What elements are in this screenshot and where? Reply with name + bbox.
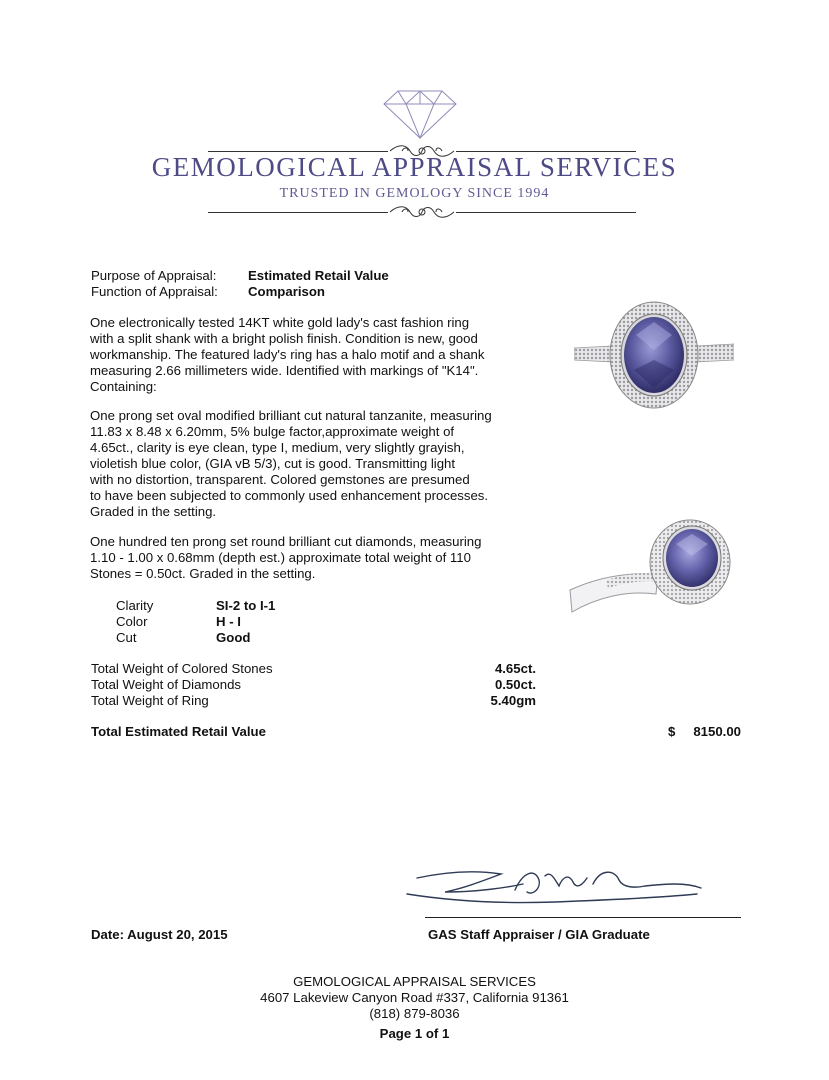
function-label: Function of Appraisal:: [91, 284, 218, 299]
brand-subtitle: TRUSTED IN GEMOLOGY SINCE 1994: [279, 186, 550, 201]
cut-value: Good: [216, 630, 251, 645]
ring-description: One electronically tested 14KT white gold lady's cast fashion ring with a split shank with a bright polish finish. Condition is new, good workmanship. The featured lady's ring has a halo motif and a shank measuring 2.66 millimeters wide. Identified with markings of "K14". Containing:: [90, 315, 485, 394]
color-value: H - I: [216, 614, 241, 629]
signature-image: [405, 858, 705, 918]
ring-side-view-image: [566, 516, 742, 616]
ring-weight-label: Total Weight of Ring: [91, 693, 209, 708]
diamond-logo-icon: [380, 88, 460, 140]
footer-address: 4607 Lakeview Canyon Road #337, California 91361: [260, 990, 569, 1005]
ring-top-view-image: [574, 300, 734, 410]
header-rule-bottom-right: [456, 212, 636, 213]
tanzanite-description: One prong set oval modified brilliant cut natural tanzanite, measuring 11.83 x 8.48 x 6.20mm, 5% bulge factor,approximate weight of 4.65ct., clarity is eye clean, type I, medium, very slightly grayish, violetish blue color, (GIA vB 5/3), cut is good. Transmitting light with no distortion, transparent. Colored gemstones are presumed to have been subjected to commonly used enhancement processes. Graded in the setting.: [90, 408, 492, 519]
purpose-label: Purpose of Appraisal:: [91, 268, 217, 283]
currency-symbol: $: [668, 724, 676, 739]
page-number: Page 1 of 1: [379, 1026, 450, 1041]
diamonds-weight-value: 0.50ct.: [494, 677, 536, 692]
function-value: Comparison: [248, 284, 325, 299]
color-label: Color: [116, 614, 148, 629]
purpose-value: Estimated Retail Value: [248, 268, 389, 283]
cut-label: Cut: [116, 630, 137, 645]
colored-stones-weight-label: Total Weight of Colored Stones: [91, 661, 273, 676]
header-rule-bottom-left: [208, 212, 388, 213]
signature-line: [425, 917, 741, 918]
brand-title: GEMOLOGICAL APPRAISAL SERVICES: [151, 152, 678, 182]
diamonds-description: One hundred ten prong set round brilliant cut diamonds, measuring 1.10 - 1.00 x 0.68mm (depth est.) approximate total weight of 110 Stones = 0.50ct. Graded in the setting.: [90, 534, 482, 581]
clarity-value: SI-2 to I-1: [216, 598, 276, 613]
appraisal-date: Date: August 20, 2015: [91, 927, 228, 942]
colored-stones-weight-value: 4.65ct.: [494, 661, 536, 676]
retail-value-label: Total Estimated Retail Value: [91, 724, 266, 739]
diamonds-weight-label: Total Weight of Diamonds: [91, 677, 242, 692]
footer-company-name: GEMOLOGICAL APPRAISAL SERVICES: [293, 974, 536, 989]
footer-phone: (818) 879-8036: [369, 1006, 460, 1021]
appraiser-title: GAS Staff Appraiser / GIA Graduate: [428, 927, 650, 942]
retail-value: 8150.00: [693, 724, 741, 739]
flourish-bottom-icon: [388, 203, 456, 221]
clarity-label: Clarity: [116, 598, 154, 613]
ring-weight-value: 5.40gm: [490, 693, 536, 708]
